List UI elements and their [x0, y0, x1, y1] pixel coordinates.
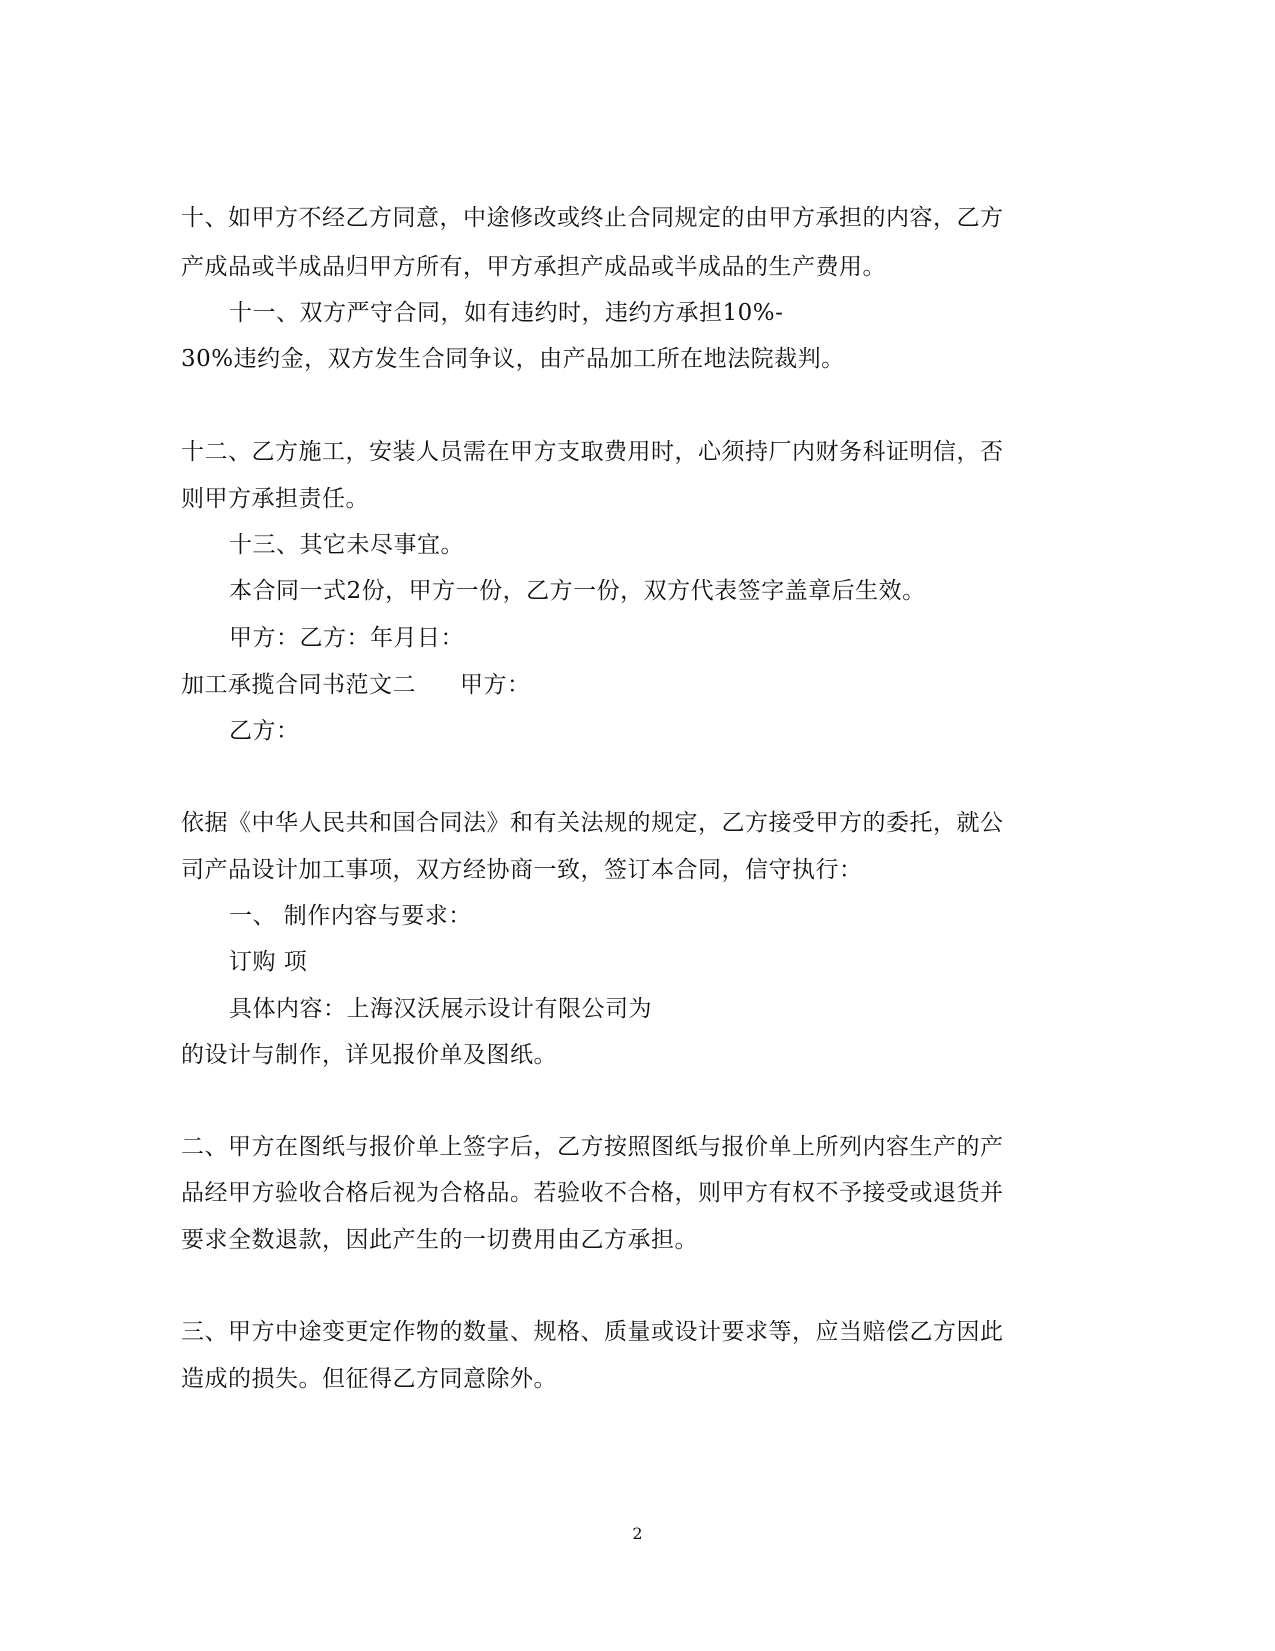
order-items-line: 订购 项 — [229, 949, 308, 975]
copies-clause: 本合同一式2份，甲方一份，乙方一份，双方代表签字盖章后生效。 — [229, 578, 926, 604]
signature-line: 甲方：乙方：年月日： — [229, 625, 464, 651]
clause-12-line-1: 十二、乙方施工，安装人员需在甲方支取费用时，心须持厂内财务科证明信，否 — [181, 439, 1004, 465]
clause-13: 十三、其它未尽事宜。 — [229, 532, 464, 558]
sample-two-heading: 加工承揽合同书范文二 — [181, 672, 416, 698]
section-3-line-1: 三、甲方中途变更定作物的数量、规格、质量或设计要求等，应当赔偿乙方因此 — [181, 1319, 1004, 1345]
section-1-heading: 一、 制作内容与要求： — [229, 903, 472, 929]
preamble-line-2: 司产品设计加工事项，双方经协商一致，签订本合同，信守执行： — [181, 857, 863, 883]
section-2-line-3: 要求全数退款，因此产生的一切费用由乙方承担。 — [181, 1227, 698, 1253]
clause-11-line-2: 30%违约金，双方发生合同争议，由产品加工所在地法院裁判。 — [181, 346, 845, 372]
preamble-line-1: 依据《中华人民共和国合同法》和有关法规的规定，乙方接受甲方的委托，就公 — [181, 810, 1004, 836]
clause-11-line-1: 十一、双方严守合同，如有违约时，违约方承担10%- — [229, 300, 784, 326]
sample-two-heading-row — [181, 670, 531, 700]
section-2-line-1: 二、甲方在图纸与报价单上签字后，乙方按照图纸与报价单上所列内容生产的产 — [181, 1134, 1004, 1160]
page-number: 2 — [632, 1524, 643, 1543]
section-2-line-2: 品经甲方验收合格后视为合格品。若验收不合格，则甲方有权不予接受或退货并 — [181, 1180, 1004, 1206]
party-a-label: 甲方： — [460, 672, 531, 698]
party-b-label: 乙方： — [229, 718, 300, 744]
clause-12-line-2: 则甲方承担责任。 — [181, 486, 369, 512]
content-line-1: 具体内容：上海汉沃展示设计有限公司为 — [229, 996, 652, 1022]
clause-10-line-1: 十、如甲方不经乙方同意，中途修改或终止合同规定的由甲方承担的内容，乙方 — [181, 205, 1004, 231]
content-line-2: 的设计与制作，详见报价单及图纸。 — [181, 1042, 557, 1068]
clause-10-line-2: 产成品或半成品归甲方所有，甲方承担产成品或半成品的生产费用。 — [181, 254, 886, 280]
section-3-line-2: 造成的损失。但征得乙方同意除外。 — [181, 1366, 557, 1392]
